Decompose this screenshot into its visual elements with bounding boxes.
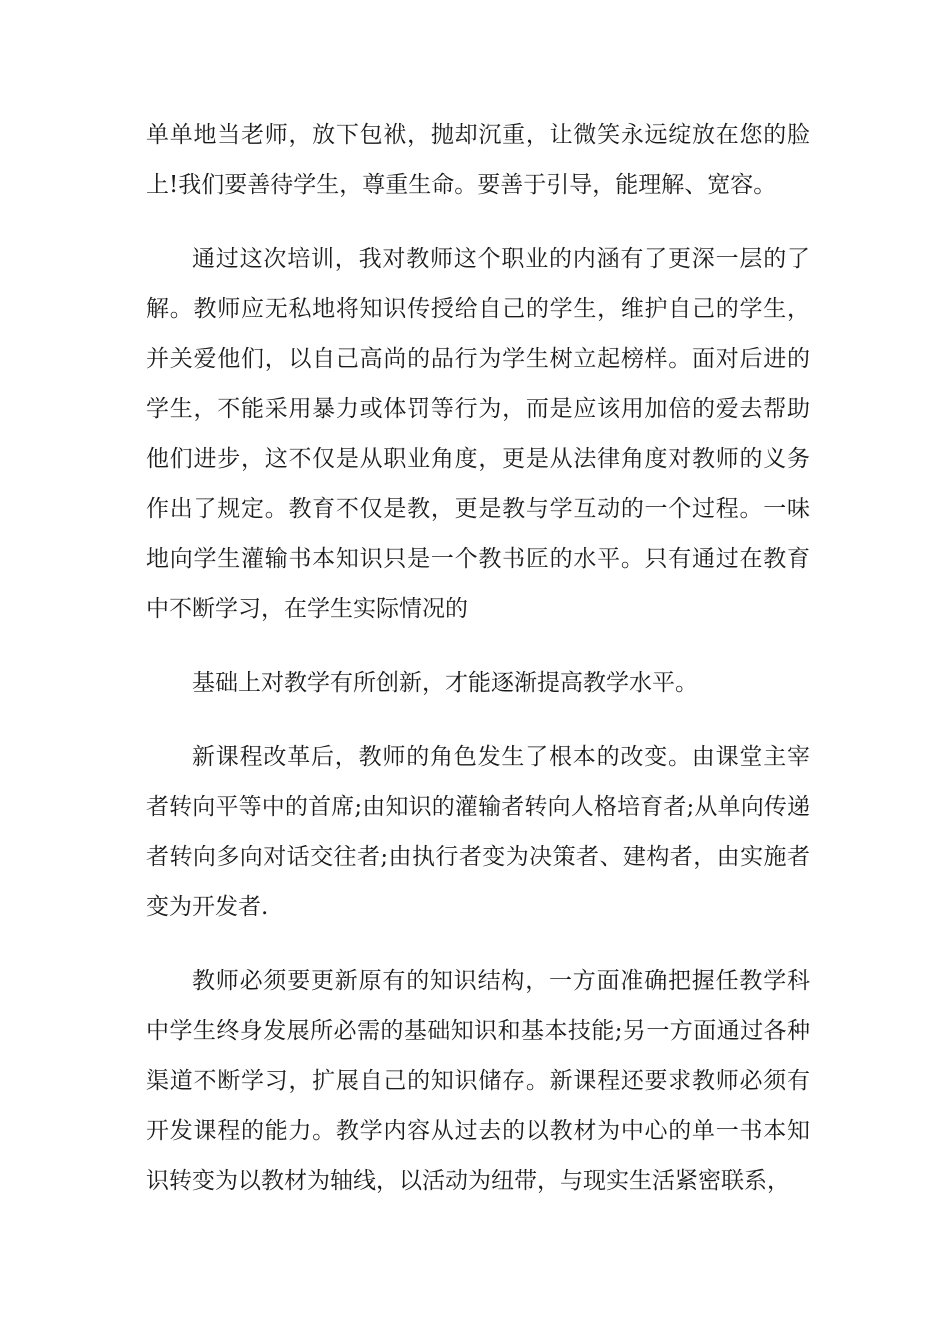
- paragraph-1: 单单地当老师，放下包袱，抛却沉重，让微笑永远绽放在您的脸上!我们要善待学生，尊重生命。要善于引导，能理解、宽容。: [146, 122, 810, 198]
- paragraph-2: 通过这次培训，我对教师这个职业的内涵有了更深一层的了解。教师应无私地将知识传授给自己的学生，维护自己的学生，并关爱他们，以自己高尚的品行为学生树立起榜样。面对后进的学生，不能采用暴力或体罚等行为，而是应该用加倍的爱去帮助他们进步，这不仅是从职业角度，更是从法律角度对教师的义务作出了规定。教育不仅是教，更是教与学互动的一个过程。一味地向学生灌输书本知识只是一个教书匠的水平。只有通过在教育中不断学习，在学生实际情况的: [146, 246, 810, 622]
- paragraph-3: 基础上对教学有所创新，才能逐渐提高教学水平。: [192, 670, 698, 696]
- paragraph-5: 教师必须要更新原有的知识结构，一方面准确把握任教学科中学生终身发展所必需的基础知识和基本技能;另一方面通过各种渠道不断学习，扩展自己的知识储存。新课程还要求教师必须有开发课程的能力。教学内容从过去的以教材为中心的单一书本知识转变为以教材为轴线，以活动为纽带，与现实生活紧密联系，: [146, 968, 810, 1194]
- paragraph-4: 新课程改革后，教师的角色发生了根本的改变。由课堂主宰者转向平等中的首席;由知识的灌输者转向人格培育者;从单向传递者转向多向对话交往者;由执行者变为决策者、建构者，由实施者变为开发者.: [146, 744, 810, 920]
- document-page: [146, 110, 810, 1206]
